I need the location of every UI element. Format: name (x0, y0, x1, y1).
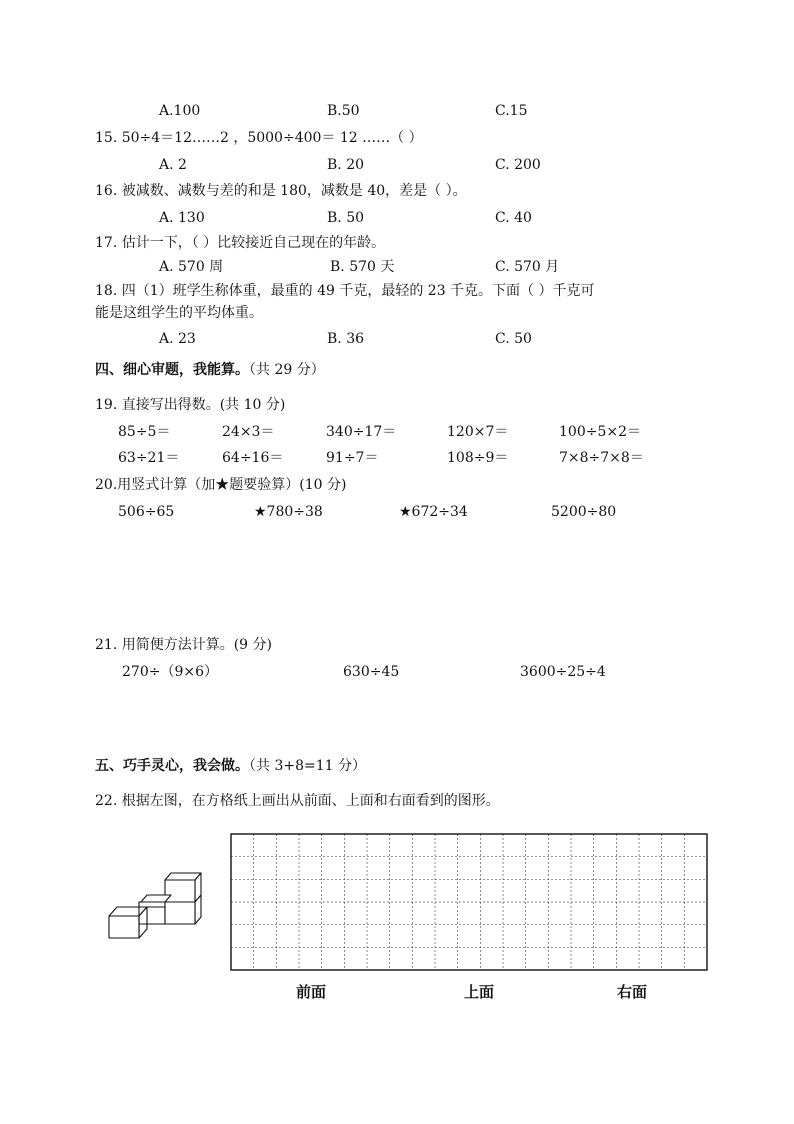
grid-paper[interactable] (230, 833, 710, 973)
q19-row1-item4: 120×7＝ (447, 424, 509, 440)
q19-row1-item1: 85÷5＝ (118, 424, 171, 440)
q18-stem-line1: 18. 四（1）班学生称体重，最重的 49 千克，最轻的 23 千克。下面（ ）千克可 (95, 283, 595, 299)
q19-row1-item3: 340÷17＝ (326, 424, 397, 440)
q19-row1-item5: 100÷5×2＝ (559, 424, 641, 440)
q18-option-c: C. 50 (495, 331, 532, 347)
q19-row2-item5: 7×8÷7×8＝ (559, 450, 644, 466)
section-5-points: （共 3+8=11 分） (249, 758, 366, 774)
q22-stem: 22. 根据左图，在方格纸上画出从前面、上面和右面看到的图形。 (95, 793, 500, 809)
q17-option-c: C. 570 月 (495, 259, 560, 275)
q19-row1-item2: 24×3＝ (222, 424, 275, 440)
q14-option-a: A.100 (159, 103, 201, 119)
q19-row2-item4: 108÷9＝ (447, 450, 509, 466)
q15-stem: 15. 50÷4＝12……2 ，5000÷400＝ 12 ……（ ） (95, 130, 423, 146)
q20-item1: 506÷65 (118, 504, 175, 520)
q19-stem: 19. 直接写出得数。(共 10 分) (95, 397, 286, 413)
q21-item1: 270÷（9×6） (122, 664, 218, 680)
q15-option-c: C. 200 (495, 157, 541, 173)
q20-item4: 5200÷80 (551, 504, 617, 520)
q19-row2-item2: 64÷16＝ (222, 450, 284, 466)
q18-option-a: A. 23 (159, 331, 196, 347)
top-view-label: 上面 (464, 983, 495, 1001)
q19-row2-item3: 91÷7＝ (326, 450, 379, 466)
q17-option-a: A. 570 周 (159, 259, 224, 275)
q21-item3: 3600÷25÷4 (520, 664, 606, 680)
q14-option-c: C.15 (495, 103, 528, 119)
right-view-label: 右面 (617, 983, 648, 1001)
q16-option-c: C. 40 (495, 210, 532, 226)
q20-stem: 20.用竖式计算（加★题要验算）(10 分) (95, 477, 347, 493)
section-4-heading (95, 361, 325, 379)
q15-option-b: B. 20 (327, 157, 365, 173)
q14-option-b: B.50 (327, 103, 360, 119)
front-view-label: 前面 (296, 983, 327, 1001)
section-5-title: 五、巧手灵心，我会做。 (95, 758, 249, 774)
q17-stem: 17. 估计一下，（ ）比较接近自己现在的年龄。 (95, 235, 386, 251)
q18-option-b: B. 36 (327, 331, 365, 347)
q16-stem: 16. 被减数、减数与差的和是 180，减数是 40，差是（ ）。 (95, 183, 467, 199)
section-5-heading (95, 757, 366, 775)
q20-item3: ★672÷34 (399, 504, 468, 520)
cube-stack-figure (105, 868, 205, 943)
q19-row2-item1: 63÷21＝ (118, 450, 180, 466)
q21-stem: 21. 用简便方法计算。(9 分) (95, 637, 272, 653)
q16-option-a: A. 130 (159, 210, 205, 226)
q18-stem-line2: 能是这组学生的平均体重。 (95, 305, 263, 321)
q17-option-b: B. 570 天 (330, 259, 395, 275)
grid-lines (231, 834, 707, 970)
q20-item2: ★780÷38 (254, 504, 323, 520)
q16-option-b: B. 50 (327, 210, 365, 226)
section-4-points: （共 29 分） (249, 362, 325, 378)
section-4-title: 四、细心审题，我能算。 (95, 362, 249, 378)
q21-item2: 630÷45 (343, 664, 400, 680)
q15-option-a: A. 2 (159, 157, 187, 173)
